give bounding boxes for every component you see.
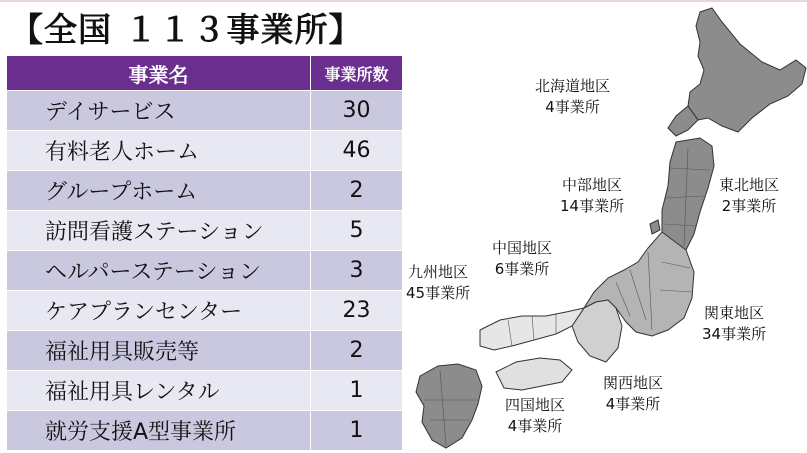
table-row	[7, 131, 403, 171]
table-row	[7, 251, 403, 291]
region-label-chubu	[560, 175, 624, 217]
row-name: ケアプランセンター	[7, 291, 311, 331]
row-count: 3	[311, 251, 403, 291]
office-count-table	[6, 55, 403, 451]
chugoku-shape	[480, 308, 584, 350]
row-count: 5	[311, 211, 403, 251]
region-name: 北海道地区	[535, 77, 611, 95]
region-count: 4事業所	[545, 98, 600, 116]
region-count: 6事業所	[494, 260, 550, 278]
table-row	[7, 171, 403, 211]
row-count: 46	[311, 131, 403, 171]
header-office-count: 事業所数	[311, 56, 403, 91]
shikoku-shape	[496, 358, 572, 390]
hokkaido-shape	[688, 8, 806, 132]
row-name: デイサービス	[7, 91, 311, 131]
row-name: 福祉用具レンタル	[7, 371, 311, 411]
region-count: 4事業所	[605, 395, 661, 413]
region-label-kansai	[603, 373, 663, 415]
table-row	[7, 291, 403, 331]
region-label-hokkaido	[535, 76, 610, 118]
region-count: 45事業所	[406, 284, 471, 302]
region-name: 九州地区	[408, 263, 469, 281]
row-count: 23	[311, 291, 403, 331]
row-name: 訪問看護ステーション	[7, 211, 311, 251]
page-title: 【全国 １１３事業所】	[10, 10, 363, 49]
region-label-chugoku	[492, 238, 552, 280]
table-row	[7, 411, 403, 451]
region-name: 関東地区	[704, 304, 765, 322]
region-count: 4事業所	[507, 417, 563, 435]
row-count: 1	[311, 411, 403, 451]
table-header-row	[7, 56, 403, 91]
region-label-kanto	[702, 303, 766, 345]
header-business-name: 事業名	[7, 56, 311, 91]
row-name: 福祉用具販売等	[7, 331, 311, 371]
row-name: 有料老人ホーム	[7, 131, 311, 171]
sado-island-shape	[650, 220, 660, 234]
region-label-shikoku	[505, 395, 565, 437]
region-name: 中部地区	[562, 176, 623, 194]
region-name: 東北地区	[719, 176, 780, 194]
region-label-tohoku	[719, 175, 779, 217]
region-count: 2事業所	[721, 197, 777, 215]
table-row	[7, 331, 403, 371]
region-count: 14事業所	[560, 197, 625, 215]
kyushu-shape	[416, 364, 482, 448]
row-name: ヘルパーステーション	[7, 251, 311, 291]
row-name: 就労支援A型事業所	[7, 411, 311, 451]
region-name: 関西地区	[603, 374, 664, 392]
row-count: 1	[311, 371, 403, 411]
region-name: 中国地区	[492, 239, 553, 257]
row-count: 30	[311, 91, 403, 131]
table-row	[7, 371, 403, 411]
row-count: 2	[311, 171, 403, 211]
row-count: 2	[311, 331, 403, 371]
table-row	[7, 211, 403, 251]
region-label-kyushu	[406, 262, 470, 304]
region-name: 四国地区	[505, 396, 566, 414]
table-row	[7, 91, 403, 131]
region-count: 34事業所	[702, 325, 767, 343]
row-name: グループホーム	[7, 171, 311, 211]
